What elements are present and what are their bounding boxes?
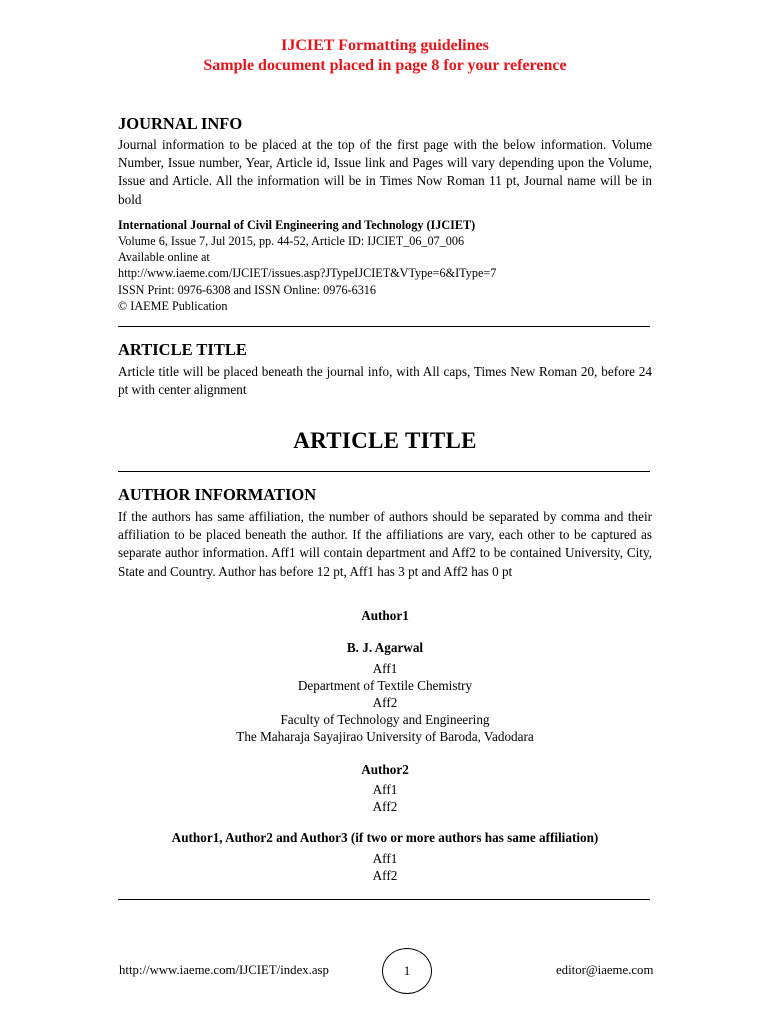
sample-article-title: ARTICLE TITLE xyxy=(293,428,477,453)
journal-volume-line: Volume 6, Issue 7, Jul 2015, pp. 44-52, Article ID: IJCIET_06_07_006 xyxy=(118,234,465,249)
aff2-label: Aff2 xyxy=(372,695,398,710)
article-title-paragraph: Article title will be placed beneath the journal info, with All caps, Times New Roman 20, before 24 pt with center alignment xyxy=(118,364,652,398)
aff1-label: Aff1 xyxy=(372,851,398,866)
group-affiliations xyxy=(118,850,652,884)
author1-affiliations xyxy=(118,660,652,745)
author1-label: Author1 xyxy=(361,608,409,623)
journal-available-line: Available online at xyxy=(118,250,210,265)
author-info-heading: AUTHOR INFORMATION xyxy=(118,485,317,504)
section-divider xyxy=(118,899,650,900)
journal-info-section xyxy=(118,113,652,314)
header-subtitle: Sample document placed in page 8 for your reference xyxy=(203,57,567,74)
aff1-label: Aff1 xyxy=(372,782,398,797)
aff1-text: Department of Textile Chemistry xyxy=(297,678,473,693)
header-title: IJCIET Formatting guidelines xyxy=(281,37,489,54)
author2-affiliations xyxy=(118,781,652,815)
footer-url-link[interactable]: http://www.iaeme.com/IJCIET/index.asp xyxy=(119,963,329,977)
journal-issue-url: http://www.iaeme.com/IJCIET/issues.asp?JTypeIJCIET&VType=6&IType=7 xyxy=(118,266,497,281)
section-divider xyxy=(118,471,650,472)
author1-name: B. J. Agarwal xyxy=(346,640,424,655)
page-number-badge xyxy=(382,948,432,994)
author-info-paragraph: If the authors has same affiliation, the number of authors should be separated by comma and their affiliation to be placed beneath the author. If the affiliations are vary, each other to be captured as separate author information. Aff1 will contain department and Aff2 to be contained University, City, State and Country. Author has before 12 pt, Aff1 has 3 pt and Aff2 has 0 pt xyxy=(118,509,652,579)
author2-label: Author2 xyxy=(361,762,409,777)
journal-issn-line: ISSN Print: 0976-6308 and ISSN Online: 0976-6316 xyxy=(118,282,376,297)
article-title-heading: ARTICLE TITLE xyxy=(118,340,247,359)
aff2-text: Faculty of Technology and Engineering xyxy=(280,712,490,727)
journal-copyright-line: © IAEME Publication xyxy=(118,298,228,313)
journal-info-paragraph: Journal information to be placed at the top of the first page with the below information. Volume Number, Issue number, Year, Article id, Issue link and Pages will vary depending upon the Volume, Issue and Article. All the information will be in Times Now Roman 11 pt, Journal name will be in bold xyxy=(118,137,652,207)
article-title-section xyxy=(118,339,652,399)
page-number: 1 xyxy=(403,963,411,978)
aff2-label: Aff2 xyxy=(372,799,398,814)
section-divider xyxy=(118,326,650,327)
group-authors-label: Author1, Author2 and Author3 (if two or more authors has same affiliation) xyxy=(171,830,599,845)
aff1-label: Aff1 xyxy=(372,661,398,676)
author-info-section xyxy=(118,484,652,581)
aff2-university: The Maharaja Sayajirao University of Baroda, Vadodara xyxy=(236,729,534,744)
journal-info-heading: JOURNAL INFO xyxy=(118,114,243,133)
footer-email-link[interactable]: editor@iaeme.com xyxy=(556,963,654,977)
aff2-label: Aff2 xyxy=(372,868,398,883)
journal-name: International Journal of Civil Engineering and Technology (IJCIET) xyxy=(118,217,476,232)
